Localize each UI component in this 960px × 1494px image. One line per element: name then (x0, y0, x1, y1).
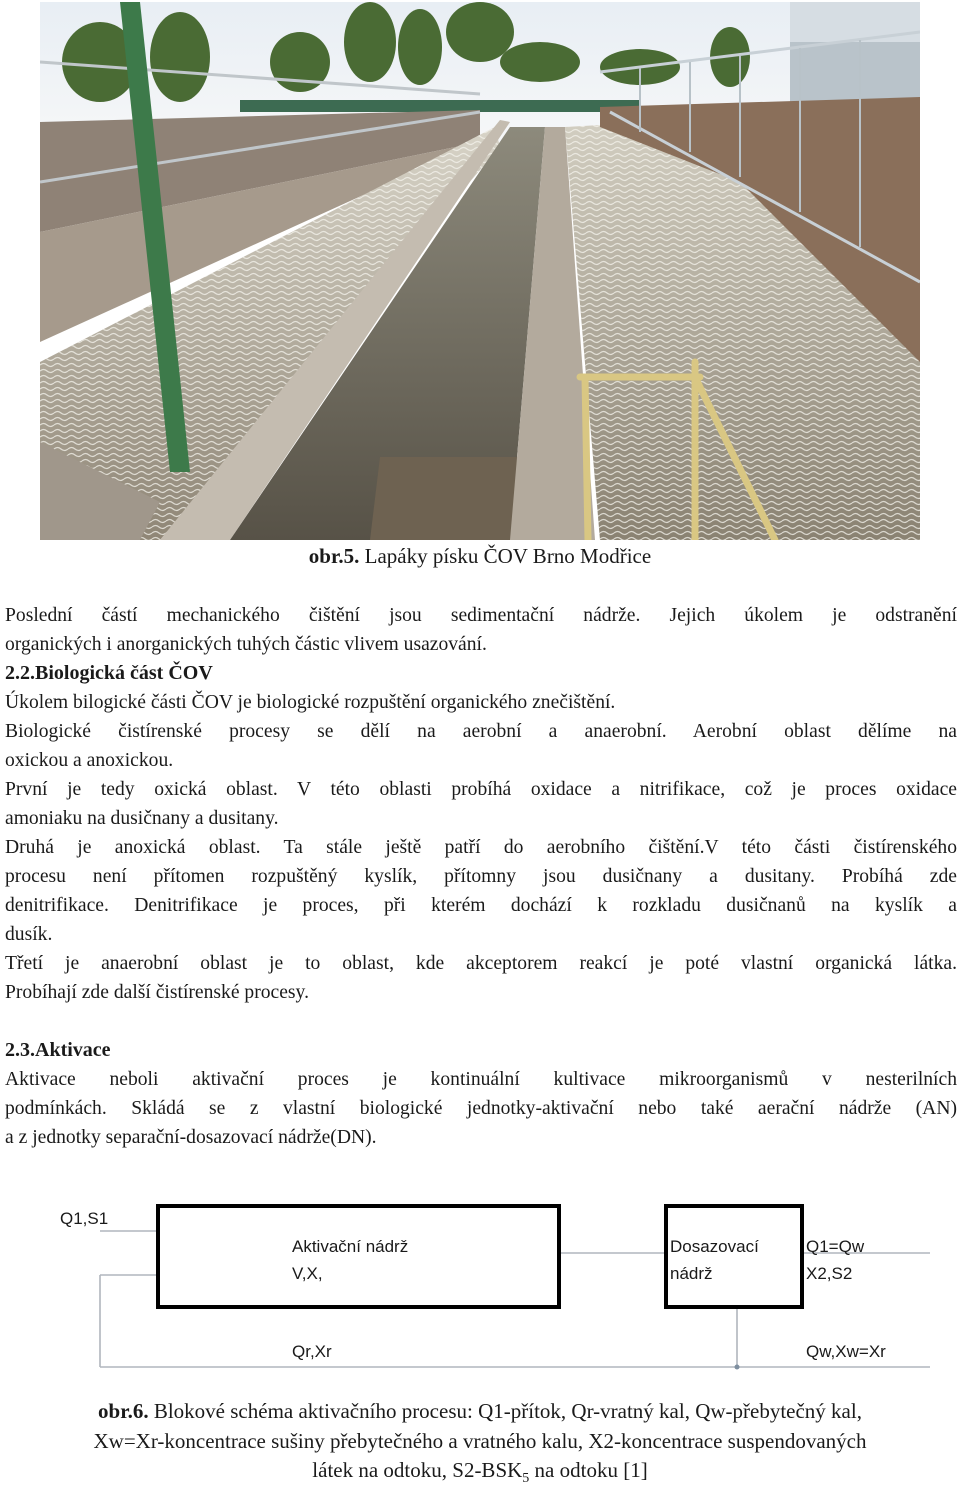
figure-5-text: Lapáky písku ČOV Brno Modřice (359, 544, 652, 568)
paragraph-5-line-2: procesu není přítomen rozpuštěný kyslík, přítomny jsou dusičnany a dusitany. Probíhá zde (5, 866, 957, 887)
paragraph-5-line-4: dusík. (5, 924, 53, 945)
paragraph-6-line-1: Třetí je anaerobní oblast je to oblast, kde akceptorem reakcí je poté vlastní organická látka. (5, 953, 957, 974)
figure-6-caption-line-2: Xw=Xr-koncentrace sušiny přebytečného a vratného kalu, X2-koncentrace suspendovaných (93, 1428, 867, 1453)
junction-point (735, 1365, 740, 1370)
figure-6-caption-line-3: látek na odtoku, $S2-BSK_5$ na odtoku [1] (312, 1458, 648, 1487)
section-heading-2-2: 2.2.Biologická část ČOV (5, 662, 213, 684)
return-sludge-label: Qr,Xr (292, 1342, 332, 1361)
paragraph-1-line-1: Poslední částí mechanického čištění jsou sedimentační nádrže. Jejich úkolem je odstranění (5, 605, 957, 626)
settling-tank-label-2: nádrž (670, 1264, 713, 1283)
paragraph-1-line-2: organických i anorganických tuhých částic vlivem usazování. (5, 634, 487, 655)
activation-tank-label: Aktivační nádrž (292, 1237, 409, 1256)
paragraph-3-line-1: Biologické čistírenské procesy se dělí na aerobní a anaerobní. Aerobní oblast dělíme na (5, 721, 957, 742)
waste-sludge-label: Qw,Xw=Xr (806, 1342, 886, 1361)
paragraph-4-line-2: amoniaku na dusičnany a dusitany. (5, 808, 279, 829)
figure-6-caption-line-1: obr.6. Blokové schéma aktivačního procesu: Q1-přítok, Qr-vratný kal, Qw-přebytečný kal, (98, 1399, 862, 1423)
figure-6-caption (0, 1397, 960, 1494)
activation-process-block-diagram (0, 1195, 960, 1395)
paragraph-7-line-1: Aktivace neboli aktivační proces je kontinuální kultivace mikroorganismů v nesterilních (5, 1069, 957, 1090)
outflow-label-2: X2,S2 (806, 1264, 853, 1283)
paragraph-5-line-3: denitrifikace. Denitrifikace je proces, při kterém dochází k rozkladu dusičnanů na kyslík a (5, 895, 957, 916)
paragraph-5-line-1: Druhá je anoxická oblast. Ta stále ještě patří do aerobního čištění.V této části čistírenského (5, 837, 957, 858)
paragraph-7-line-3: a z jednotky separační-dosazovací nádrže(DN). (5, 1127, 377, 1148)
activation-tank-params: V,X, (292, 1264, 323, 1283)
paragraph-2: Úkolem bilogické části ČOV je biologické rozpuštění organického znečištění. (5, 692, 616, 713)
paragraph-7-line-2: podmínkách. Skládá se z vlastní biologické jednotky-aktivační nebo také aerační nádrže (AN) (5, 1098, 957, 1119)
settling-tank-label-1: Dosazovací (670, 1237, 759, 1256)
paragraph-3-line-2: oxickou a anoxickou. (5, 750, 174, 771)
paragraph-4-line-1: První je tedy oxická oblast. V této oblasti probíhá oxidace a nitrifikace, což je proces oxidace (5, 779, 957, 800)
outflow-label-1: Q1=Qw (806, 1237, 865, 1256)
section-heading-2-3: 2.3.Aktivace (5, 1039, 111, 1061)
inflow-label: Q1,S1 (60, 1209, 109, 1228)
figure-5-number: obr.5. (308, 544, 360, 568)
figure-6-number: obr.6. (98, 1399, 149, 1423)
paragraph-6-line-2: Probíhají zde další čistírenské procesy. (5, 982, 309, 1003)
figure-5-caption (0, 542, 960, 570)
photo-grit-chambers (40, 2, 920, 540)
